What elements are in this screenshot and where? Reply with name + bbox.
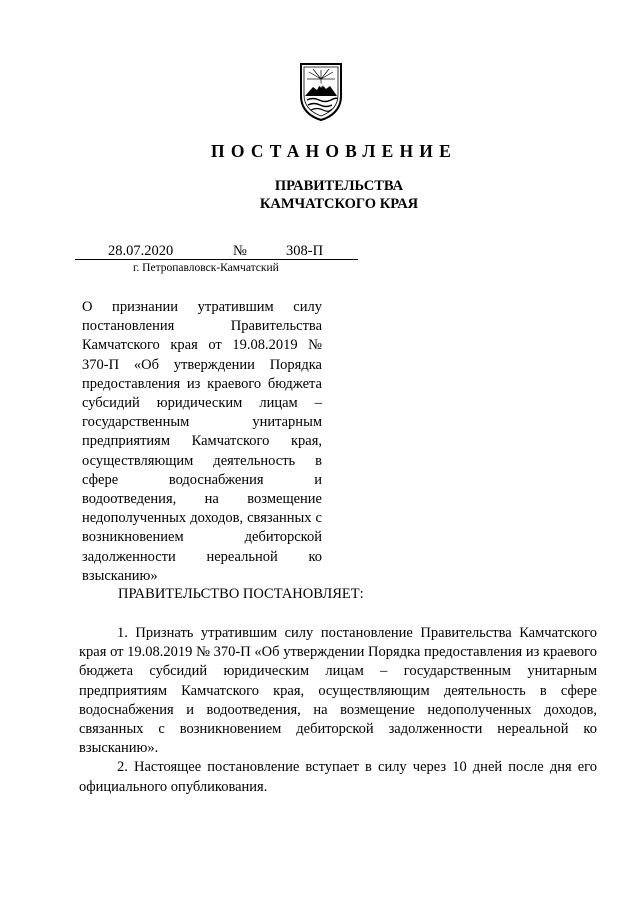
paragraph-2: 2. Настоящее постановление вступает в силу через 10 дней после дня его официального опубликования. [79,759,597,795]
paragraph-1: 1. Признать утратившим силу постановление Правительства Камчатского края от 19.08.2019 № 370-П «Об утверждении Порядка предоставления из краевого бюджета субсидий юридическим лицам – государственным унитарным предприятиям Камчатского края, осуществляющим деятельность в сфере водоснабжения и водоотведения, на возмещение недополученных доходов, связанных с возникновением дебиторской задолженности нереальной ко взысканию». [79,625,597,757]
issuer-line-1: ПРАВИТЕЛЬСТВА [274,178,404,194]
issuer-heading [0,177,640,213]
document-number: 308-П [286,243,324,259]
decree-formula: ПРАВИТЕЛЬСТВО ПОСТАНОВЛЯЕТ: [118,586,364,602]
kamchatka-coat-of-arms-icon [299,62,343,122]
issuer-line-2: КАМЧАТСКОГО КРАЯ [259,196,419,212]
number-sign: № [233,243,247,259]
date-number-line [75,243,358,260]
document-body [79,624,597,797]
document-subject: О признании утратившим силу постановления Правительства Камчатского края от 19.08.2019 № 370-П «Об утверждении Порядка предоставления из краевого бюджета субсидий юридическим лицам – государственным унитарным предприятиям Камчатского края, осуществляющим деятельность в сфере водоснабжения и водоотведения, на возмещение недополученных доходов, связанных с возникновением дебиторской задолженности нереальной ко взысканию» [82,299,322,584]
city-label: г. Петропавловск-Камчатский [133,262,279,274]
document-date: 28.07.2020 [108,243,174,259]
document-type-heading: ПОСТАНОВЛЕНИЕ [211,141,457,161]
